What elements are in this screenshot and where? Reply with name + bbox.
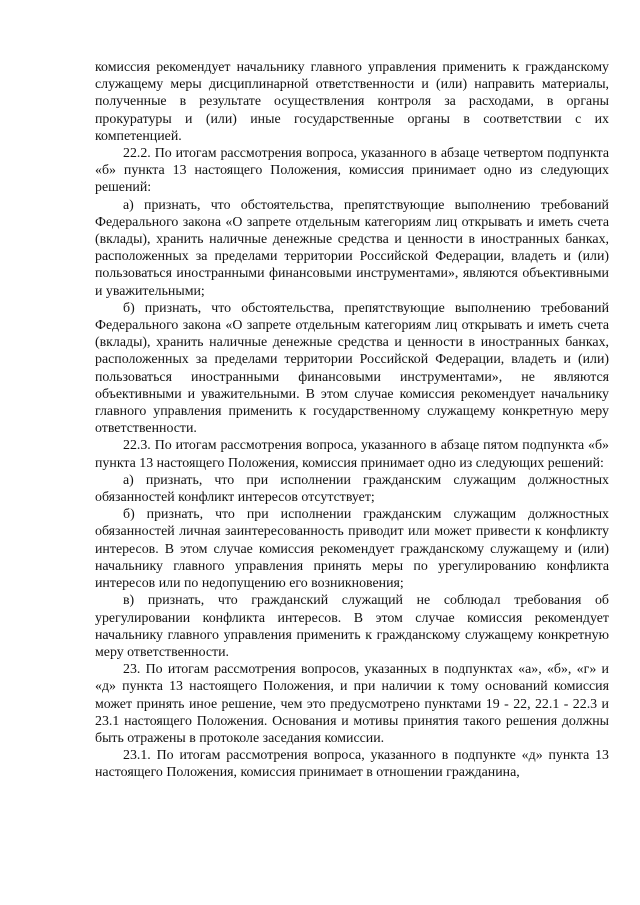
paragraph-22-3-b: б) признать, что при исполнении гражданским служащим должностных обязанностей личная заинтересованность приводит или может привести к конфликту интересов. В этом случае комиссия рекомендует гражданскому служащему и (или) начальнику главного управления принять меры по урегулированию конфликта интересов или по недопущению его возникновения; bbox=[95, 507, 609, 592]
paragraph-22-3-c: в) признать, что гражданский служащий не соблюдал требования об урегулировании конфликта интересов. В этом случае комиссия рекомендует начальнику главного управления применить к гражданскому служащему конкретную меру ответственности. bbox=[95, 593, 609, 660]
paragraph-23-1: 23.1. По итогам рассмотрения вопроса, указанного в подпункте «д» пункта 13 настоящего Положения, комиссия принимает в отношении гражданина, bbox=[95, 748, 609, 781]
paragraph-23: 23. По итогам рассмотрения вопросов, указанных в подпунктах «а», «б», «г» и «д» пункта 13 настоящего Положения, и при наличии к тому оснований комиссия может принять иное решение, чем это предусмотрено пунктами 19 - 22, 22.1 - 22.3 и 23.1 настоящего Положения. Основания и мотивы принятия такого решения должны быть отражены в протоколе заседания комиссии. bbox=[95, 662, 609, 746]
paragraph-22-3-a: а) признать, что при исполнении гражданским служащим должностных обязанностей конфликт интересов отсутствует; bbox=[95, 472, 609, 506]
paragraph-22-2: 22.2. По итогам рассмотрения вопроса, указанного в абзаце четвертом подпункта «б» пункта 13 настоящего Положения, комиссия принимает одно из следующих решений: bbox=[95, 146, 609, 196]
paragraph-commission-recommends: комиссия рекомендует начальнику главного управления применить к гражданскому служащему меры дисциплинарной ответственности и (или) направить материалы, полученные в результате осуществления контроля за расходами, в органы прокуратуры и (или) иные государственные органы в соответствии с их компетенцией. bbox=[95, 60, 609, 144]
paragraph-22-2-a: а) признать, что обстоятельства, препятствующие выполнению требований Федерального закона «О запрете отдельным категориям лиц открывать и иметь счета (вклады), хранить наличные денежные средства и ценности в иностранных банках, расположенных за пределами территории Российской Федерации, владеть и (или) пользоваться иностранными финансовыми инструментами», являются объективными и уважительными; bbox=[95, 197, 609, 299]
document-page bbox=[95, 59, 609, 782]
paragraph-22-3: 22.3. По итогам рассмотрения вопроса, указанного в абзаце пятом подпункта «б» пункта 13 настоящего Положения, комиссия принимает одно из следующих решений: bbox=[95, 438, 609, 471]
paragraph-22-2-b: б) признать, что обстоятельства, препятствующие выполнению требований Федерального закона «О запрете отдельным категориям лиц открывать и иметь счета (вклады), хранить наличные денежные средства и ценности в иностранных банках, расположенных за пределами территории Российской Федерации, владеть и (или) пользоваться иностранными финансовыми инструментами», не являются объективными и уважительными. В этом случае комиссия рекомендует начальнику главного управления применить к государственному служащему конкретную меру ответственности. bbox=[95, 300, 609, 437]
